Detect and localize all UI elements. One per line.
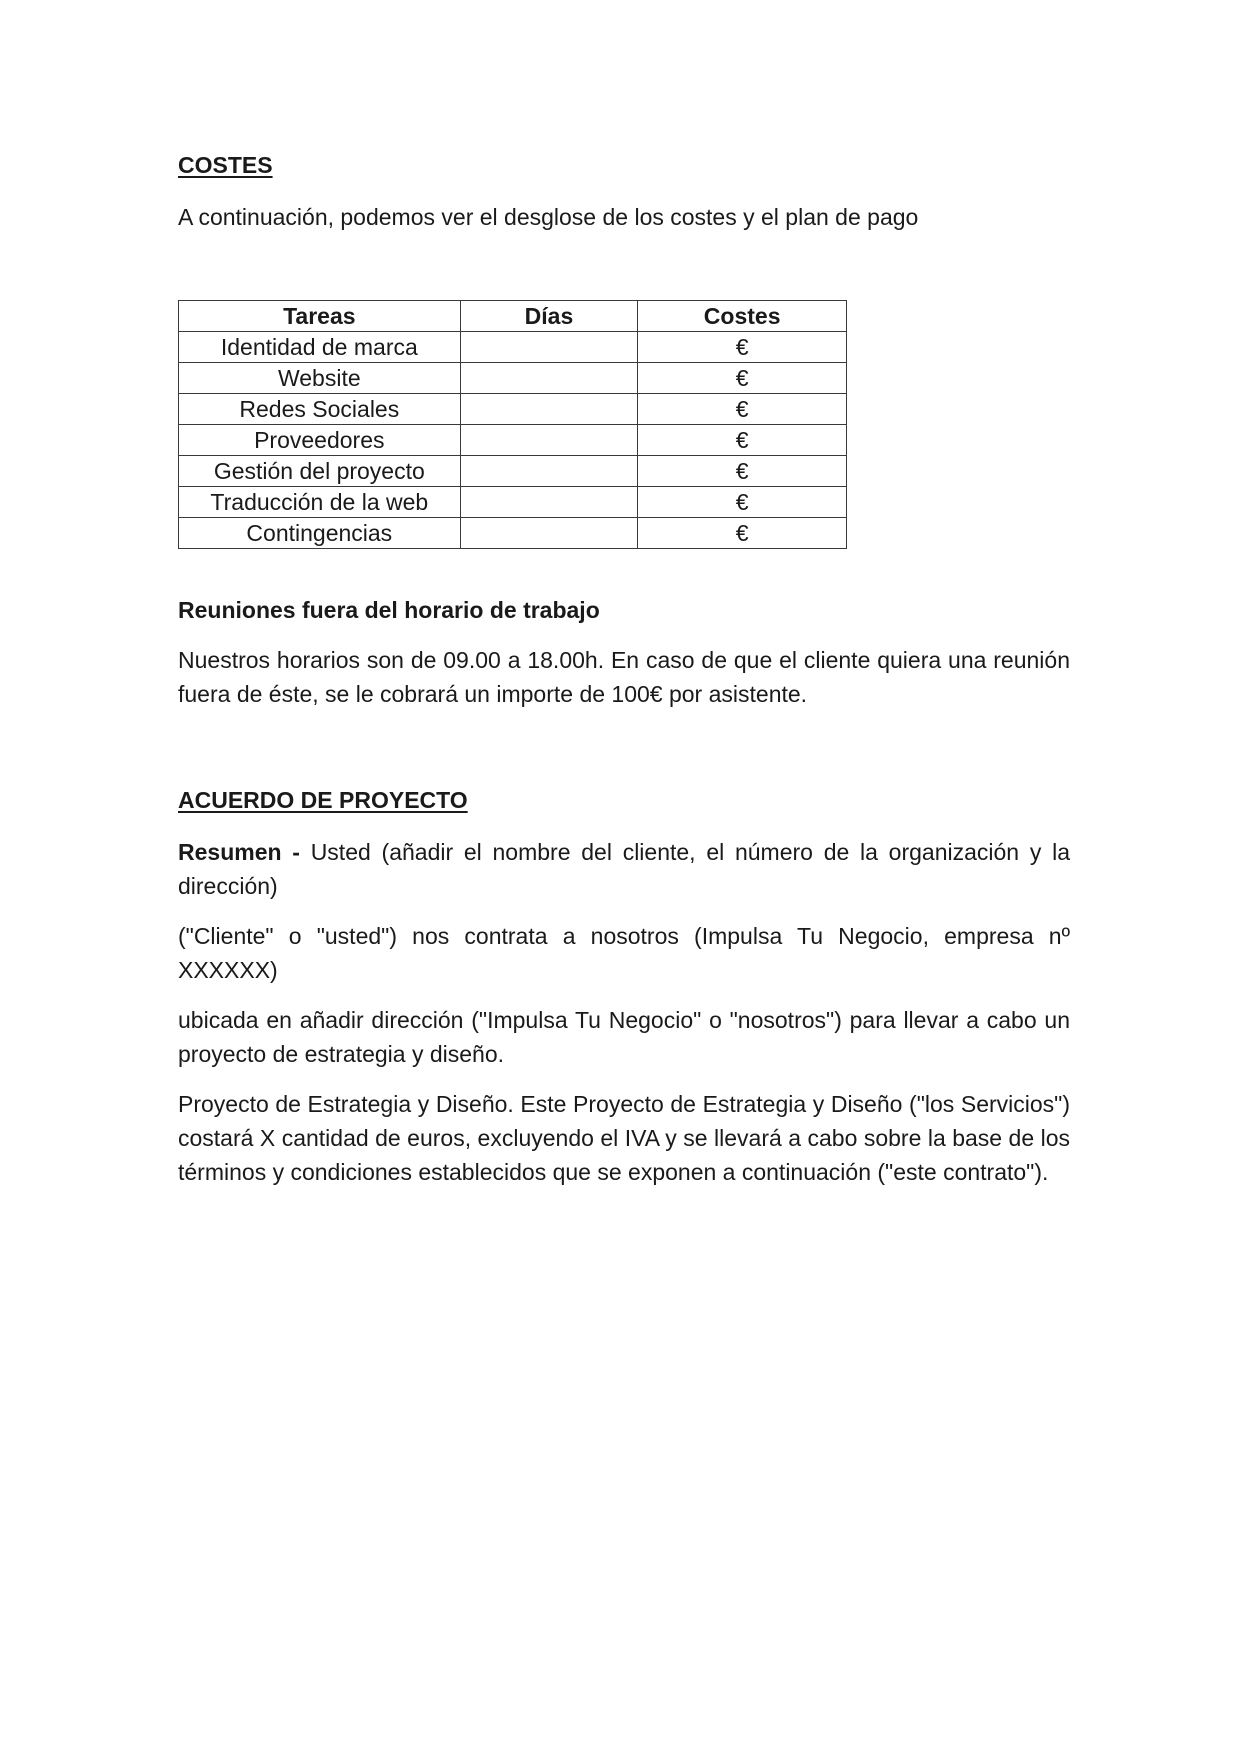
table-row	[179, 456, 847, 487]
header-costes: Costes	[638, 301, 847, 332]
cell-task: Gestión del proyecto	[179, 456, 461, 487]
table-row	[179, 332, 847, 363]
header-tareas: Tareas	[179, 301, 461, 332]
cell-task: Redes Sociales	[179, 394, 461, 425]
resumen-paragraph	[178, 835, 1070, 903]
table-row	[179, 394, 847, 425]
cell-days	[460, 394, 638, 425]
cell-cost: €	[638, 425, 847, 456]
cell-task: Traducción de la web	[179, 487, 461, 518]
cell-days	[460, 363, 638, 394]
costes-intro: A continuación, podemos ver el desglose de los costes y el plan de pago	[178, 204, 919, 230]
header-dias: Días	[460, 301, 638, 332]
cell-cost: €	[638, 456, 847, 487]
cell-cost: €	[638, 487, 847, 518]
cell-cost: €	[638, 394, 847, 425]
table-row	[179, 487, 847, 518]
cell-cost: €	[638, 332, 847, 363]
cell-days	[460, 332, 638, 363]
costes-heading: COSTES	[178, 152, 273, 178]
resumen-label: Resumen -	[178, 839, 300, 865]
reuniones-heading: Reuniones fuera del horario de trabajo	[178, 597, 600, 623]
servicios-paragraph: Proyecto de Estrategia y Diseño. Este Proyecto de Estrategia y Diseño ("los Servicios") costará X cantidad de euros, excluyendo el IVA y se llevará a cabo sobre la base de los términos y condiciones establecidos que se exponen a continuación ("este contrato").	[178, 1091, 1070, 1185]
cell-days	[460, 518, 638, 549]
ubicacion-paragraph: ubicada en añadir dirección ("Impulsa Tu Negocio" o "nosotros") para llevar a cabo un proyecto de estrategia y diseño.	[178, 1007, 1070, 1067]
cell-days	[460, 456, 638, 487]
reuniones-text: Nuestros horarios son de 09.00 a 18.00h. En caso de que el cliente quiera una reunión fuera de éste, se le cobrará un importe de 100€ por asistente.	[178, 647, 1070, 707]
cell-cost: €	[638, 518, 847, 549]
cell-task: Proveedores	[179, 425, 461, 456]
document-content	[178, 148, 1070, 1189]
table-row	[179, 518, 847, 549]
table-row	[179, 363, 847, 394]
cell-task: Contingencias	[179, 518, 461, 549]
table-row	[179, 425, 847, 456]
cell-task: Identidad de marca	[179, 332, 461, 363]
resumen-text: Usted (añadir el nombre del cliente, el número de la organización y la dirección)	[178, 839, 1070, 899]
cell-days	[460, 425, 638, 456]
table-header-row	[179, 301, 847, 332]
cell-cost: €	[638, 363, 847, 394]
cell-days	[460, 487, 638, 518]
cliente-paragraph: ("Cliente" o "usted") nos contrata a nosotros (Impulsa Tu Negocio, empresa nº XXXXXX)	[178, 923, 1070, 983]
cost-table	[178, 300, 847, 549]
acuerdo-heading: ACUERDO DE PROYECTO	[178, 787, 468, 813]
cell-task: Website	[179, 363, 461, 394]
